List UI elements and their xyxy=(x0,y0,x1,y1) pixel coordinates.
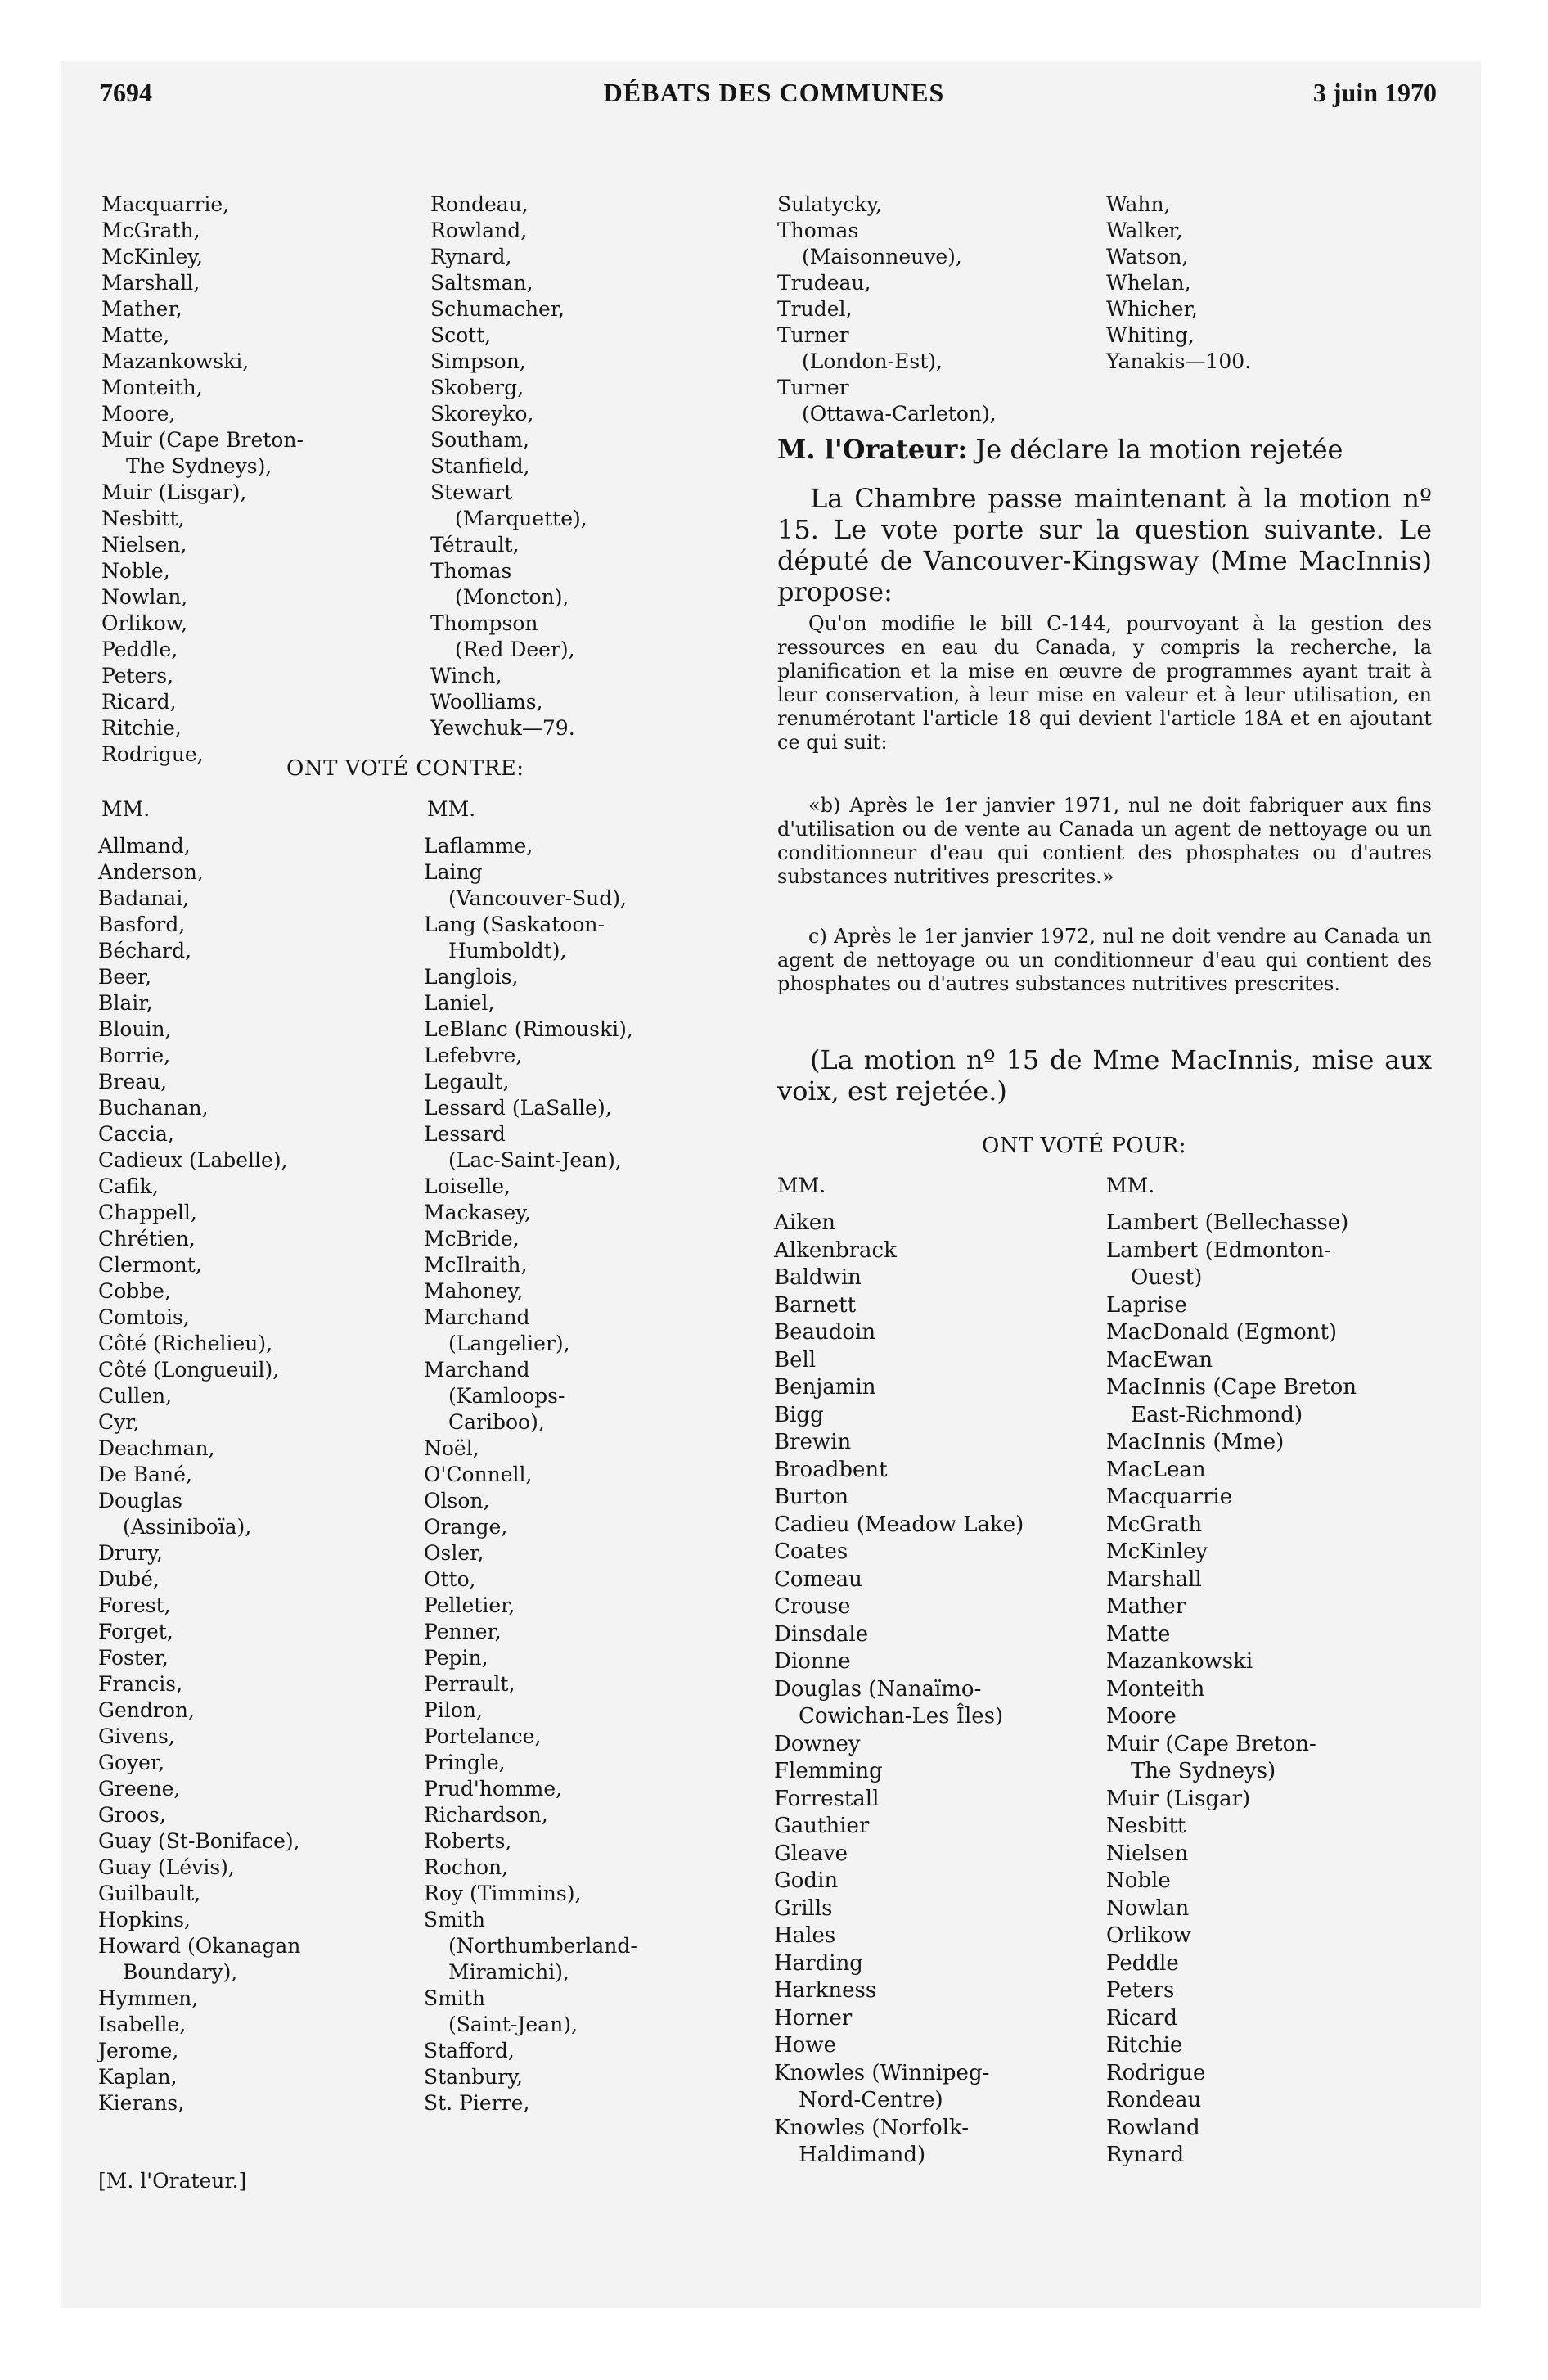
member-name: Macquarrie, xyxy=(101,192,230,216)
member-name: Olson, xyxy=(424,1489,490,1512)
member-name: Noble, xyxy=(101,559,170,583)
member-name: Rondeau xyxy=(1106,2088,1202,2112)
member-name: Gleave xyxy=(774,1841,848,1866)
member-name: Hopkins, xyxy=(98,1908,191,1931)
member-name: Skoberg, xyxy=(430,376,524,399)
member-name: Roy (Timmins), xyxy=(424,1882,582,1905)
member-name: Whicher, xyxy=(1106,297,1198,321)
member-name: Rodrigue, xyxy=(101,742,204,766)
member-name: Harkness xyxy=(774,1978,877,2003)
member-name: Godin xyxy=(774,1868,839,1893)
member-name: McGrath, xyxy=(101,219,200,242)
member-name: Cobbe, xyxy=(98,1279,171,1303)
member-name: Mather xyxy=(1106,1594,1186,1619)
member-name: Burton xyxy=(774,1485,849,1509)
member-name: Stafford, xyxy=(424,2039,515,2062)
member-name: Isabelle, xyxy=(98,2013,187,2036)
result-paragraph: (La motion nº 15 de Mme MacInnis, mise aux voix, est rejetée.) xyxy=(777,1044,1432,1107)
member-name: Lang (Saskatoon- xyxy=(424,913,605,936)
member-name: Foster, xyxy=(98,1646,169,1670)
vote-list xyxy=(774,1210,1101,2170)
member-name: McKinley xyxy=(1106,1539,1208,1564)
member-name: Stewart xyxy=(430,480,513,504)
member-name: Forrestall xyxy=(774,1786,880,1811)
speaker-paragraph xyxy=(777,434,1432,465)
member-name: Benjamin xyxy=(774,1375,876,1400)
member-name: (Assiniboïa), xyxy=(123,1515,252,1539)
member-name: Matte xyxy=(1106,1621,1171,1647)
member-name: Howe xyxy=(774,2033,836,2058)
member-name: The Sydneys), xyxy=(126,454,272,478)
member-name: Aiken xyxy=(774,1210,835,1235)
member-name: Moore xyxy=(1106,1704,1177,1729)
member-name: Douglas (Nanaïmo- xyxy=(774,1676,982,1702)
vote-list xyxy=(430,192,725,741)
vote-list xyxy=(101,192,396,768)
member-name: Hales xyxy=(774,1923,836,1948)
amendment-b: «b) Après le 1er janvier 1971, nul ne doit fabriquer aux fins d'utilisation ou de vente au Canada un agent de nettoyage ou un conditionneur d'eau qui contient des phosphates ou d'autres substances nutritives prescrites.» xyxy=(777,794,1432,888)
section-heading: ONT VOTÉ CONTRE: xyxy=(286,756,524,781)
member-name: McGrath xyxy=(1106,1512,1203,1537)
member-name: Ouest) xyxy=(1131,1265,1203,1290)
member-name: Simpson, xyxy=(430,349,526,373)
member-name: Thomas xyxy=(777,219,859,242)
member-name: Cafik, xyxy=(98,1174,159,1198)
column-label: MM. xyxy=(427,797,476,821)
vote-list xyxy=(777,192,1080,427)
member-name: Walker, xyxy=(1106,219,1183,242)
member-name: (Red Deer), xyxy=(455,638,575,661)
member-name: Crouse xyxy=(774,1594,851,1619)
member-name: Muir (Lisgar), xyxy=(101,480,247,504)
member-name: Macquarrie xyxy=(1106,1485,1233,1509)
amendment-text: Qu'on modifie le bill C-144, pourvoyant à la gestion des ressources en eau du Canada, y compris la recherche, la planification et la mise en œuvre de programmes ayant trait à leur conservation, à leur mise en valeur et à leur utilisation, en renumérotant l'article 18 qui devient l'article 18A et en ajoutant ce qui suit: xyxy=(777,612,1432,754)
member-name: Otto, xyxy=(424,1567,476,1591)
member-name: Cowichan-Les Îles) xyxy=(799,1704,1004,1729)
member-name: Orlikow xyxy=(1106,1923,1192,1948)
member-name: Cariboo), xyxy=(448,1410,545,1434)
member-name: Watson, xyxy=(1106,245,1189,268)
member-name: Roberts, xyxy=(424,1829,512,1853)
member-name: Dubé, xyxy=(98,1567,160,1591)
member-name: Matte, xyxy=(101,323,170,347)
member-name: Groos, xyxy=(98,1803,166,1827)
member-name: Ricard, xyxy=(101,690,177,714)
member-name: Turner xyxy=(777,376,849,399)
member-name: De Bané, xyxy=(98,1463,192,1486)
member-name: LeBlanc (Rimouski), xyxy=(424,1017,633,1041)
member-name: Beer, xyxy=(98,965,152,989)
member-name: Nesbitt xyxy=(1106,1814,1186,1838)
member-name: Bigg xyxy=(774,1402,824,1427)
member-name: Dinsdale xyxy=(774,1621,869,1647)
member-name: Badanai, xyxy=(98,886,190,910)
member-name: Peddle, xyxy=(101,638,178,661)
member-name: Côté (Longueuil), xyxy=(98,1358,280,1382)
member-name: Perrault, xyxy=(424,1672,515,1696)
member-name: Orange, xyxy=(424,1515,508,1539)
member-name: MacLean xyxy=(1106,1457,1206,1482)
member-name: Scott, xyxy=(430,323,492,347)
member-name: Basford, xyxy=(98,913,186,936)
member-name: Marchand xyxy=(424,1358,530,1382)
member-name: Muir (Lisgar) xyxy=(1106,1786,1251,1811)
member-name: (Kamloops- xyxy=(448,1384,565,1408)
member-name: Miramichi), xyxy=(448,1960,569,1984)
member-name: Haldimand) xyxy=(799,2143,926,2167)
member-name: Loiselle, xyxy=(424,1174,511,1198)
member-name: Lambert (Edmonton- xyxy=(1106,1237,1332,1263)
speaker-text: Je déclare la motion rejetée xyxy=(967,434,1343,465)
member-name: (Vancouver-Sud), xyxy=(448,886,627,910)
member-name: Mazankowski xyxy=(1106,1649,1253,1674)
member-name: Forest, xyxy=(98,1593,171,1617)
member-name: Forget, xyxy=(98,1620,173,1643)
member-name: Dionne xyxy=(774,1649,851,1674)
member-name: Givens, xyxy=(98,1724,175,1748)
member-name: Marshall, xyxy=(101,271,200,295)
column-label: MM. xyxy=(1106,1174,1155,1197)
member-name: Peddle xyxy=(1106,1950,1179,1976)
member-name: Skoreyko, xyxy=(430,402,534,426)
member-name: Béchard, xyxy=(98,939,192,962)
member-name: Buchanan, xyxy=(98,1096,209,1120)
member-name: The Sydneys) xyxy=(1131,1759,1276,1783)
member-name: Yewchuk—79. xyxy=(430,716,575,740)
member-name: Barnett xyxy=(774,1292,857,1318)
member-name: Beaudoin xyxy=(774,1320,876,1345)
member-name: Broadbent xyxy=(774,1457,888,1482)
member-name: Tétrault, xyxy=(430,533,520,557)
member-name: Monteith xyxy=(1106,1676,1205,1702)
member-name: Trudeau, xyxy=(777,271,871,295)
speaker-name: M. l'Orateur: xyxy=(777,434,968,465)
member-name: Sulatycky, xyxy=(777,192,883,216)
member-name: Drury, xyxy=(98,1541,163,1565)
member-name: Nord-Centre) xyxy=(799,2088,943,2112)
member-name: Mather, xyxy=(101,297,182,321)
member-name: Rodrigue xyxy=(1106,2060,1206,2085)
member-name: Guay (St-Boniface), xyxy=(98,1829,300,1853)
member-name: Allmand, xyxy=(98,834,191,858)
member-name: Chappell, xyxy=(98,1201,197,1224)
member-name: Turner xyxy=(777,323,849,347)
member-name: Coates xyxy=(774,1539,848,1564)
vote-list xyxy=(424,833,751,2116)
member-name: Francis, xyxy=(98,1672,183,1696)
member-name: Rynard xyxy=(1106,2143,1185,2167)
member-name: Borrie, xyxy=(98,1044,171,1067)
member-name: Clermont, xyxy=(98,1253,202,1277)
member-name: Saltsman, xyxy=(430,271,533,295)
member-name: Kierans, xyxy=(98,2091,185,2115)
member-name: Penner, xyxy=(424,1620,502,1643)
member-name: Boundary), xyxy=(123,1960,238,1984)
member-name: McKinley, xyxy=(101,245,203,268)
member-name: Downey xyxy=(774,1731,861,1756)
member-name: Guay (Lévis), xyxy=(98,1855,235,1879)
member-name: Mackasey, xyxy=(424,1201,531,1224)
member-name: Caccia, xyxy=(98,1122,174,1146)
member-name: Jerome, xyxy=(98,2039,179,2062)
vote-list xyxy=(1106,192,1352,375)
column-label: MM. xyxy=(101,797,151,821)
member-name: Nesbitt, xyxy=(101,507,185,530)
member-name: Nielsen xyxy=(1106,1841,1189,1866)
member-name: Douglas xyxy=(98,1489,182,1512)
member-name: Goyer, xyxy=(98,1751,165,1774)
member-name: Lessard xyxy=(424,1122,506,1146)
member-name: Rondeau, xyxy=(430,192,529,216)
member-name: (Moncton), xyxy=(455,585,569,609)
member-name: Nowlan xyxy=(1106,1895,1190,1921)
member-name: Muir (Cape Breton- xyxy=(1106,1731,1316,1756)
member-name: Noble xyxy=(1106,1868,1171,1893)
member-name: Kaplan, xyxy=(98,2065,178,2089)
member-name: Legault, xyxy=(424,1070,510,1093)
member-name: East-Richmond) xyxy=(1131,1402,1303,1427)
member-name: Stanfield, xyxy=(430,454,530,478)
member-name: Blouin, xyxy=(98,1017,172,1041)
member-name: (London-Est), xyxy=(802,349,943,373)
member-name: Breau, xyxy=(98,1070,168,1093)
member-name: Smith xyxy=(424,1986,485,2010)
member-name: Wahn, xyxy=(1106,192,1171,216)
member-name: Laniel, xyxy=(424,991,495,1015)
amendment-c: c) Après le 1er janvier 1972, nul ne doit vendre au Canada un agent de nettoyage ou un conditionneur d'eau qui contient des phosphates ou d'autres substances nutritives prescrites. xyxy=(777,925,1432,995)
member-name: Cadieu (Meadow Lake) xyxy=(774,1512,1024,1537)
vote-list xyxy=(1106,1210,1433,2170)
vote-list xyxy=(98,833,409,2116)
member-name: Ricard xyxy=(1106,2005,1178,2031)
member-name: (Northumberland- xyxy=(448,1934,637,1958)
member-name: Rochon, xyxy=(424,1855,509,1879)
member-name: Rynard, xyxy=(430,245,512,268)
page-number: 7694 xyxy=(100,78,152,107)
member-name: MacInnis (Cape Breton xyxy=(1106,1375,1357,1400)
member-name: Baldwin xyxy=(774,1265,862,1290)
member-name: McIlraith, xyxy=(424,1253,528,1277)
member-name: Monteith, xyxy=(101,376,203,399)
member-name: Mahoney, xyxy=(424,1279,524,1303)
member-name: Bell xyxy=(774,1347,817,1373)
member-name: Chrétien, xyxy=(98,1227,196,1251)
member-name: Knowles (Winnipeg- xyxy=(774,2060,990,2085)
member-name: Pringle, xyxy=(424,1751,506,1774)
member-name: Marshall xyxy=(1106,1566,1202,1592)
member-name: Cullen, xyxy=(98,1384,173,1408)
member-name: Woolliams, xyxy=(430,690,543,714)
member-name: Knowles (Norfolk- xyxy=(774,2115,970,2140)
member-name: Schumacher, xyxy=(430,297,565,321)
member-name: Ritchie, xyxy=(101,716,182,740)
member-name: Thomas xyxy=(430,559,512,583)
member-name: Anderson, xyxy=(98,860,204,884)
member-name: Gauthier xyxy=(774,1814,870,1838)
member-name: Cyr, xyxy=(98,1410,140,1434)
member-name: Horner xyxy=(774,2005,853,2031)
member-name: Peters, xyxy=(101,664,174,687)
member-name: Southam, xyxy=(430,428,529,452)
member-name: Lefebvre, xyxy=(424,1044,523,1067)
member-name: Comeau xyxy=(774,1566,862,1592)
member-name: Harding xyxy=(774,1950,863,1976)
member-name: Whelan, xyxy=(1106,271,1191,295)
member-name: Gendron, xyxy=(98,1698,195,1722)
member-name: Moore, xyxy=(101,402,176,426)
member-name: Mazankowski, xyxy=(101,349,250,373)
member-name: Deachman, xyxy=(98,1436,215,1460)
page-title: DÉBATS DES COMMUNES xyxy=(603,78,945,107)
member-name: Howard (Okanagan xyxy=(98,1934,301,1958)
member-name: Pilon, xyxy=(424,1698,483,1722)
member-name: Nowlan, xyxy=(101,585,188,609)
member-name: Lessard (LaSalle), xyxy=(424,1096,612,1120)
member-name: Laflamme, xyxy=(424,834,533,858)
member-name: MacDonald (Egmont) xyxy=(1106,1320,1338,1345)
member-name: Grills xyxy=(774,1895,833,1921)
member-name: Portelance, xyxy=(424,1724,542,1748)
member-name: (Lac-Saint-Jean), xyxy=(448,1148,622,1172)
member-name: (Langelier), xyxy=(448,1332,570,1355)
member-name: Prud'homme, xyxy=(424,1777,563,1801)
member-name: (Saint-Jean), xyxy=(448,2013,578,2036)
member-name: Stanbury, xyxy=(424,2065,523,2089)
member-name: Richardson, xyxy=(424,1803,548,1827)
member-name: Peters xyxy=(1106,1978,1175,2003)
member-name: Rowland, xyxy=(430,219,528,242)
member-name: Pepin, xyxy=(424,1646,488,1670)
page-date: 3 juin 1970 xyxy=(1312,78,1437,107)
member-name: Laing xyxy=(424,860,483,884)
member-name: Comtois, xyxy=(98,1305,190,1329)
speaker-note: [M. l'Orateur.] xyxy=(98,2169,247,2193)
member-name: Rowland xyxy=(1106,2115,1200,2140)
section-heading: ONT VOTÉ POUR: xyxy=(982,1134,1186,1158)
member-name: Flemming xyxy=(774,1759,883,1783)
member-name: Osler, xyxy=(424,1541,484,1565)
member-name: Blair, xyxy=(98,991,153,1015)
member-name: Guilbault, xyxy=(98,1882,201,1905)
member-name: Cadieux (Labelle), xyxy=(98,1148,288,1172)
member-name: MacInnis (Mme) xyxy=(1106,1430,1285,1454)
member-name: McBride, xyxy=(424,1227,520,1251)
member-name: Brewin xyxy=(774,1430,852,1454)
member-name: Yanakis—100. xyxy=(1106,349,1252,373)
member-name: O'Connell, xyxy=(424,1463,533,1486)
member-name: Greene, xyxy=(98,1777,181,1801)
member-name: St. Pierre, xyxy=(424,2091,530,2115)
member-name: Alkenbrack xyxy=(774,1237,897,1263)
member-name: (Maisonneuve), xyxy=(802,245,962,268)
member-name: Lambert (Bellechasse) xyxy=(1106,1210,1349,1235)
member-name: Thompson xyxy=(430,611,538,635)
motion-paragraph: La Chambre passe maintenant à la motion nº 15. Le vote porte sur la question suivante. Le député de Vancouver-Kingsway (Mme MacInnis) propose: xyxy=(777,483,1432,607)
column-label: MM. xyxy=(777,1174,826,1197)
member-name: Trudel, xyxy=(777,297,853,321)
member-name: Muir (Cape Breton- xyxy=(101,428,304,452)
member-name: Nielsen, xyxy=(101,533,187,557)
member-name: Winch, xyxy=(430,664,502,687)
member-name: Pelletier, xyxy=(424,1593,515,1617)
member-name: (Marquette), xyxy=(455,507,587,530)
member-name: Noël, xyxy=(424,1436,479,1460)
member-name: Hymmen, xyxy=(98,1986,199,2010)
member-name: (Ottawa-Carleton), xyxy=(802,402,997,426)
member-name: Humboldt), xyxy=(448,939,567,962)
member-name: Marchand xyxy=(424,1305,530,1329)
member-name: MacEwan xyxy=(1106,1347,1213,1373)
member-name: Côté (Richelieu), xyxy=(98,1332,273,1355)
member-name: Langlois, xyxy=(424,965,519,989)
member-name: Orlikow, xyxy=(101,611,188,635)
member-name: Smith xyxy=(424,1908,485,1931)
member-name: Laprise xyxy=(1106,1292,1187,1318)
member-name: Whiting, xyxy=(1106,323,1195,347)
member-name: Ritchie xyxy=(1106,2033,1183,2058)
